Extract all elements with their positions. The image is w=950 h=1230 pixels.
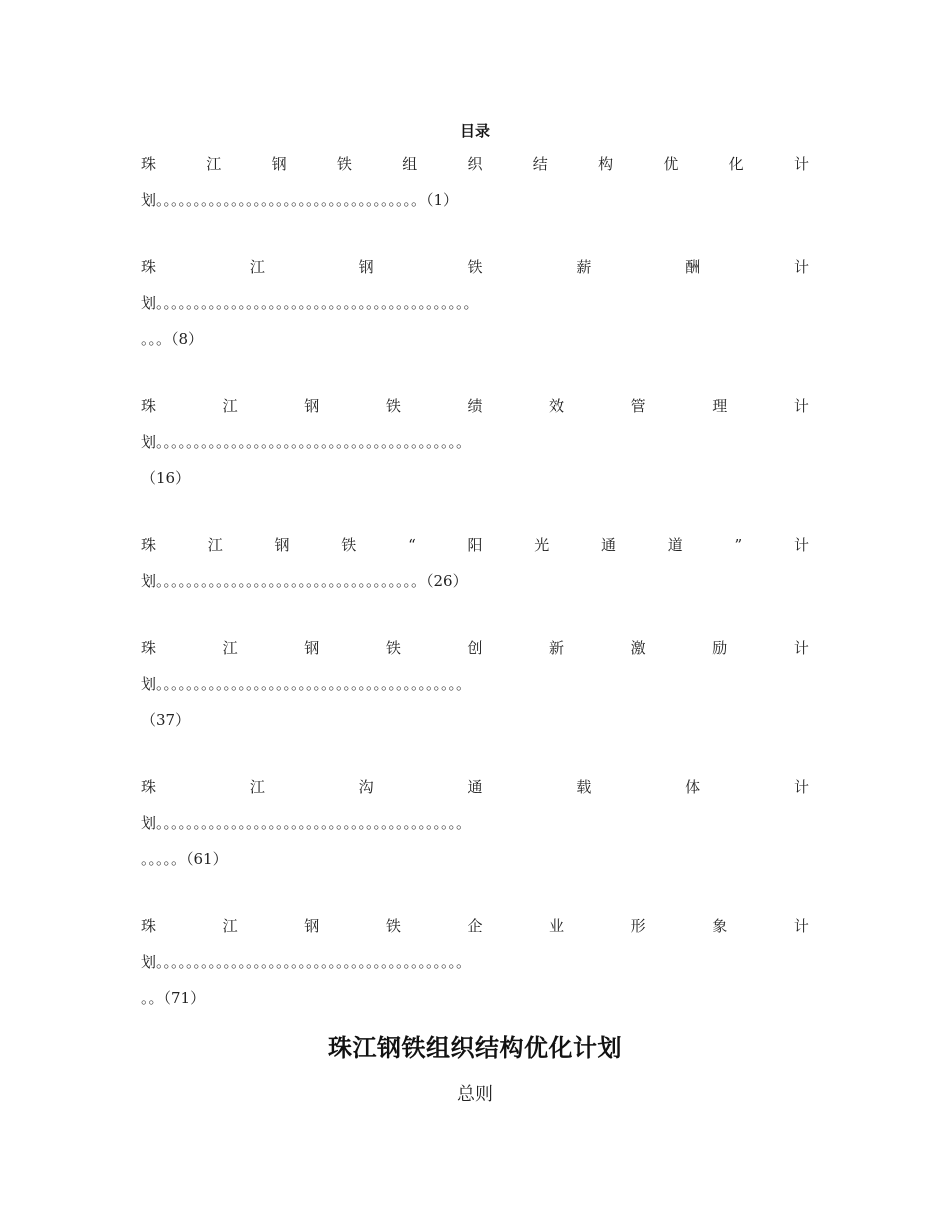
toc-entry-char: 光 [534,536,550,554]
toc-entry-char: 计 [793,917,809,935]
toc-entry-title [141,257,809,277]
toc-entry-char: 体 [685,778,701,796]
toc-entry-leader: 划。。。。。。。。。。。。。。。。。。。。。。。。。。。。。。。。。。。。。。。。。 [141,433,472,451]
toc-entry-leader: 划。。。。。。。。。。。。。。。。。。。。。。。。。。。。。。。。。。。。。。。。。。 [141,294,479,312]
toc-entry-char: 优 [663,155,679,173]
toc-entry-char: 通 [467,778,483,796]
toc-entry-char: 计 [793,397,809,415]
toc-entry-page-number: 。。（71） [141,989,206,1007]
toc-entry-page-number: 。。。（8） [141,330,204,348]
toc-entry-char: 计 [793,536,809,554]
toc-entry-char: 铁 [385,917,401,935]
toc-entry-leader: 划。。。。。。。。。。。。。。。。。。。。。。。。。。。。。。。。。。。。。。。。。 [141,675,472,693]
toc-entry-char: 钢 [271,155,287,173]
toc-entry-leader: 划。。。。。。。。。。。。。。。。。。。。。。。。。。。。。。。。。。。。。。。。。 [141,814,472,832]
toc-entry-char: 铁 [467,258,483,276]
toc-entry-leader: 划。。。。。。。。。。。。。。。。。。。。。。。。。。。。。。。。。。。（26） [141,572,468,590]
toc-entry-char: 计 [793,155,809,173]
toc-entry-char: 江 [206,155,222,173]
toc-entry-char: 载 [576,778,592,796]
toc-entry-page-number: （37） [141,711,191,729]
toc-entry-char: 江 [249,778,265,796]
toc-entry-char: 江 [222,639,238,657]
toc-entry-char: 钢 [274,536,290,554]
toc-entry-char: 结 [532,155,548,173]
toc-entry-char: 江 [249,258,265,276]
toc-entry-char: 珠 [141,536,157,554]
toc-entry-char: 阳 [467,536,483,554]
toc-entry-char: 组 [402,155,418,173]
toc-entry-char: 钢 [304,917,320,935]
toc-entry-char: 管 [630,397,646,415]
toc-entry[interactable] [141,154,809,210]
toc-entry-char: ” [734,536,743,554]
toc-entry-char: 理 [712,397,728,415]
toc-entry-char: 形 [630,917,646,935]
toc-entry-char: 象 [712,917,728,935]
toc-entry-char: 铁 [385,397,401,415]
toc-entry-title [141,396,809,416]
toc-entry-char: 效 [549,397,565,415]
toc-entry-char: 珠 [141,258,157,276]
toc-entry-char: 钢 [304,397,320,415]
toc-entry-title [141,777,809,797]
toc-entry-page-number: （16） [141,469,191,487]
toc-entry[interactable] [141,777,809,869]
toc-entry-char: 江 [222,397,238,415]
toc-title: 目录 [459,122,490,140]
toc-entry-char: 企 [467,917,483,935]
toc-entry-char: 珠 [141,917,157,935]
toc-entry-leader: 划。。。。。。。。。。。。。。。。。。。。。。。。。。。。。。。。。。。（1） [141,191,459,209]
toc-entry-char: 计 [793,778,809,796]
toc-entry-char: 绩 [467,397,483,415]
toc-entry-char: 构 [598,155,614,173]
section-heading: 总则 [457,1084,493,1105]
document-title: 珠江钢铁组织结构优化计划 [328,1033,622,1062]
toc-entry-char: 铁 [336,155,352,173]
toc-entry-char: 珠 [141,155,157,173]
toc-entry-title [141,154,809,174]
toc-entry-char: 新 [549,639,565,657]
toc-entry-leader: 划。。。。。。。。。。。。。。。。。。。。。。。。。。。。。。。。。。。。。。。。。 [141,953,472,971]
toc-entry-char: “ [408,536,416,554]
toc-entry-char: 铁 [385,639,401,657]
toc-entry-char: 励 [712,639,728,657]
toc-entry-char: 织 [467,155,483,173]
toc-entry-char: 计 [793,639,809,657]
toc-entry-char: 计 [793,258,809,276]
toc-entry[interactable] [141,396,809,488]
toc-entry[interactable] [141,638,809,730]
toc-entry-page-number: 。。。。。（61） [141,850,228,868]
toc-entry-char: 钢 [304,639,320,657]
toc-entry-title [141,535,809,555]
toc-entry-char: 激 [630,639,646,657]
toc-entry-char: 珠 [141,397,157,415]
toc-entry-char: 江 [207,536,223,554]
toc-entry-char: 珠 [141,778,157,796]
toc-entry[interactable] [141,916,809,1008]
toc-entry-char: 薪 [576,258,592,276]
toc-entry[interactable] [141,257,809,349]
toc-entry-char: 铁 [341,536,357,554]
toc-entry-title [141,638,809,658]
toc-entry-char: 珠 [141,639,157,657]
toc-entry-char: 业 [549,917,565,935]
toc-entry-char: 沟 [358,778,374,796]
toc-entry-char: 通 [601,536,617,554]
toc-entry-char: 创 [467,639,483,657]
toc-entry-char: 江 [222,917,238,935]
toc-entry-char: 钢 [358,258,374,276]
toc-entry[interactable] [141,535,809,591]
toc-entry-char: 酬 [685,258,701,276]
toc-entry-title [141,916,809,936]
toc-entry-char: 化 [728,155,744,173]
toc-entry-char: 道 [667,536,683,554]
